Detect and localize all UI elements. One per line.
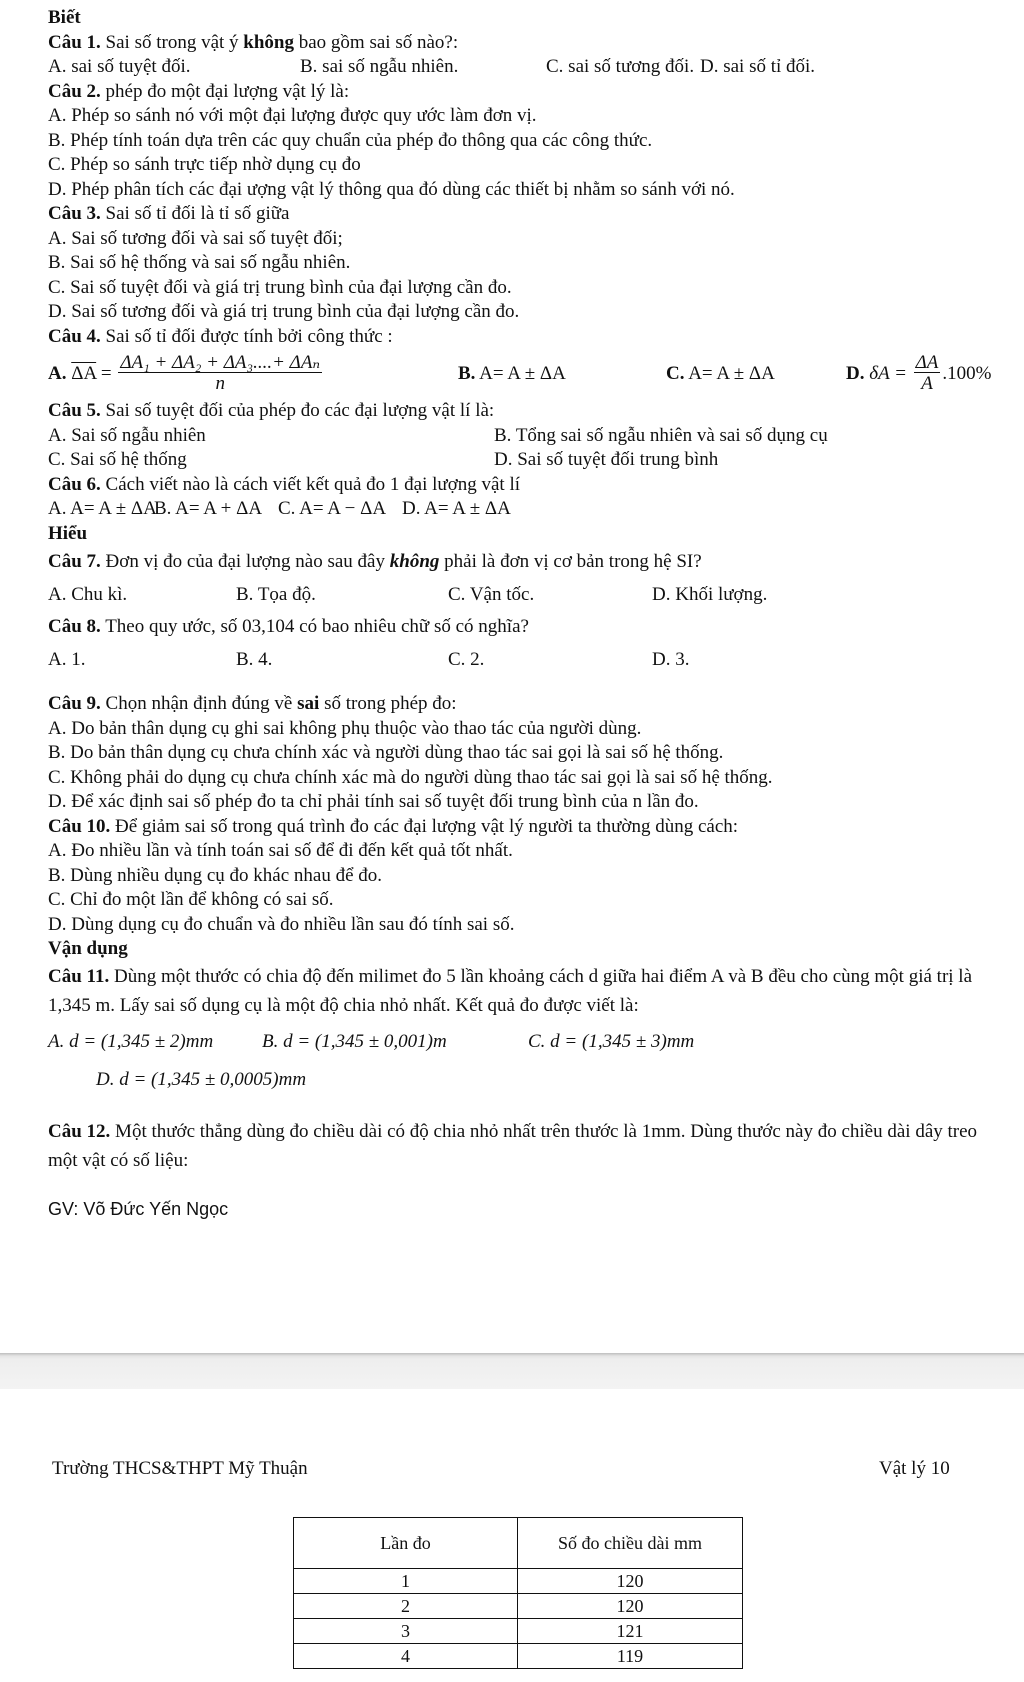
question-5-label: Câu 5. <box>48 400 101 421</box>
option-d: D. Để xác định sai số phép đo ta chỉ phải tính sai số tuyệt đối trung bình của n lần đo. <box>48 791 699 812</box>
question-11-label: Câu 11. <box>48 965 110 987</box>
question-4 <box>48 325 1008 350</box>
option-c: C. Sai số hệ thống <box>48 449 187 470</box>
table-cell: 119 <box>518 1644 743 1669</box>
option-a: A. Phép so sánh nó với một đại lượng được quy ước làm đơn vị. <box>48 105 537 126</box>
subject-name: Vật lý 10 <box>879 1458 950 1479</box>
table-cell: 1 <box>294 1569 518 1594</box>
question-7-label: Câu 7. <box>48 551 101 572</box>
question-12-label: Câu 12. <box>48 1120 111 1142</box>
question-7-bold: không <box>389 551 440 572</box>
question-6-options <box>48 497 1008 522</box>
option-d: D. Phép phân tích các đại ượng vật lý thông qua đó dùng các thiết bị nhằm so sánh với nó. <box>48 178 735 200</box>
question-7-text-a: Đơn vị đo của đại lượng nào sau đây <box>100 551 390 572</box>
option-b: B. sai số ngẫu nhiên. <box>300 56 459 77</box>
teacher-name: GV: Võ Đức Yến Ngọc <box>48 1198 229 1219</box>
question-2-label: Câu 2. <box>48 80 101 102</box>
question-4-text: Sai số tỉ đối được tính bởi công thức : <box>100 325 393 347</box>
option-a-fraction <box>118 351 322 395</box>
option-b <box>458 362 666 387</box>
option-d-label: D. <box>846 362 865 384</box>
question-6 <box>48 473 1008 498</box>
option-a-numerator: ΔA₁ + ΔA₂ + ΔA₃....+ ΔAₙ <box>120 351 321 373</box>
question-9-text-a: Chọn nhận định đúng về <box>100 693 298 714</box>
option-b: B. Dùng nhiều dụng cụ đo khác nhau để đo. <box>48 864 383 886</box>
option-b: B. Tổng sai số ngẫu nhiên và sai số dụng cụ <box>494 424 828 446</box>
table-cell: 2 <box>294 1594 518 1619</box>
question-7-text-b: phải là đơn vị cơ bản trong hệ SI? <box>439 551 702 572</box>
table-cell: 120 <box>518 1594 743 1619</box>
table-row <box>294 1569 743 1594</box>
option-d: D. Dùng dụng cụ đo chuẩn và đo nhiều lần sau đó tính sai số. <box>48 913 515 935</box>
table-row <box>294 1644 743 1669</box>
question-5 <box>48 399 1008 424</box>
table-cell: 4 <box>294 1644 518 1669</box>
option-a-denominator: n <box>215 372 225 394</box>
option-b: B. Do bản thân dụng cụ chưa chính xác và người dùng thao tác sai gọi là sai số hệ thống. <box>48 742 724 763</box>
question-4-options <box>48 349 1008 399</box>
option-d: D. 3. <box>652 648 690 670</box>
question-8-text: Theo quy ước, số 03,104 có bao nhiêu chữ số có nghĩa? <box>100 616 529 637</box>
question-8-options <box>48 648 1008 673</box>
table-cell: 121 <box>518 1619 743 1644</box>
option-a: A. Do bản thân dụng cụ ghi sai không phụ thuộc vào thao tác của người dùng. <box>48 717 642 739</box>
page-one-content <box>48 6 1008 1221</box>
option-a: A. Chu kì. <box>48 583 128 605</box>
question-10-label: Câu 10. <box>48 815 111 837</box>
question-1 <box>48 31 1008 56</box>
question-5-options-row-1 <box>48 424 1008 449</box>
option-b: B. d = (1,345 ± 0,001)m <box>262 1030 447 1052</box>
question-7-options <box>48 583 1008 608</box>
spacer <box>48 1093 1008 1109</box>
option-a: A. Đo nhiều lần và tính toán sai số để đi đến kết quả tốt nhất. <box>48 840 513 861</box>
question-5-text: Sai số tuyệt đối của phép đo các đại lượng vật lí là: <box>100 400 495 421</box>
question-9-label: Câu 9. <box>48 693 101 714</box>
option-c: C. A= A − ΔA <box>278 498 387 519</box>
question-10-text: Để giảm sai số trong quá trình đo các đại lượng vật lý người ta thường dùng cách: <box>110 815 739 837</box>
option-c: C. sai số tương đối. <box>546 56 695 77</box>
question-4-label: Câu 4. <box>48 325 101 347</box>
option-c: C. Vận tốc. <box>448 583 535 605</box>
option-c-formula: A= A ± ΔA <box>688 362 775 384</box>
question-2-text: phép đo một đại lượng vật lý là: <box>100 80 350 102</box>
question-2 <box>48 80 1008 105</box>
section-heading-hieu: Hiểu <box>48 522 88 544</box>
option-d-tail: .100% <box>942 362 992 384</box>
question-11 <box>48 962 998 1020</box>
section-heading-biet: Biết <box>48 7 81 28</box>
option-b: B. Tọa độ. <box>236 583 316 605</box>
option-b: B. Phép tính toán dựa trên các quy chuẩn của phép đo thông qua các công thức. <box>48 129 653 151</box>
question-9 <box>48 692 1008 717</box>
section-heading-van-dung: Vận dụng <box>48 938 128 959</box>
option-d: D. d = (1,345 ± 0,0005)mm <box>96 1069 307 1090</box>
question-9-text-b: số trong phép đo: <box>319 693 457 714</box>
option-d: D. A= A ± ΔA <box>402 498 511 519</box>
option-c <box>666 362 846 387</box>
option-a: A. d = (1,345 ± 2)mm <box>48 1030 214 1052</box>
option-d-denominator: A <box>921 372 933 394</box>
question-1-options <box>48 55 1008 80</box>
question-6-text: Cách viết nào là cách viết kết quả đo 1 đại lượng vật lí <box>100 473 521 495</box>
spacer <box>48 672 1008 688</box>
option-a: A. Sai số tương đối và sai số tuyệt đối; <box>48 227 343 249</box>
table-header-so-do: Số đo chiều dài mm <box>518 1518 743 1569</box>
table-row <box>294 1594 743 1619</box>
question-12 <box>48 1117 998 1175</box>
option-d: D. Khối lượng. <box>652 583 768 605</box>
option-c: C. d = (1,345 ± 3)mm <box>528 1030 695 1052</box>
question-1-text-b: bao gồm sai số nào?: <box>294 31 459 53</box>
question-8 <box>48 615 1008 640</box>
option-d-numerator: ΔA <box>915 351 939 373</box>
option-a-label: A. <box>48 362 67 384</box>
question-3-label: Câu 3. <box>48 203 101 224</box>
option-a: A. 1. <box>48 648 86 670</box>
option-d-fraction <box>914 351 941 395</box>
page-separator <box>0 1353 1024 1389</box>
option-a: A. sai số tuyệt đối. <box>48 56 191 77</box>
option-d-lhs: δA = <box>869 362 907 384</box>
option-d: D. Sai số tuyệt đối trung bình <box>494 449 719 470</box>
option-c: C. 2. <box>448 648 485 670</box>
question-8-label: Câu 8. <box>48 616 101 637</box>
question-12-text: Một thước thẳng dùng đo chiều dài có độ chia nhỏ nhất trên thước là 1mm. Dùng thước này đo chiều dài dây treo một vật có số liệu: <box>48 1120 978 1171</box>
table-cell: 3 <box>294 1619 518 1644</box>
option-c: C. Sai số tuyệt đối và giá trị trung bình của đại lượng cần đo. <box>48 276 512 298</box>
question-9-bold: sai <box>297 693 320 714</box>
question-10 <box>48 815 1008 840</box>
option-c: C. Chỉ đo một lần để không có sai số. <box>48 889 334 910</box>
table-header-lan-do: Lần đo <box>294 1518 518 1569</box>
option-a: A. A= A ± ΔA <box>48 498 157 519</box>
question-6-label: Câu 6. <box>48 473 101 495</box>
question-3 <box>48 202 1008 227</box>
option-b: B. 4. <box>236 648 273 670</box>
measurement-table <box>293 1517 743 1669</box>
option-a: A. Sai số ngẫu nhiên <box>48 424 206 446</box>
school-name: Trường THCS&THPT Mỹ Thuận <box>52 1458 308 1479</box>
option-d: D. Sai số tương đối và giá trị trung bình của đại lượng cần đo. <box>48 301 520 322</box>
table-cell: 120 <box>518 1569 743 1594</box>
question-1-bold: không <box>243 31 294 53</box>
option-c: C. Không phải do dụng cụ chưa chính xác mà do người dùng thao tác sai gọi là sai số hệ thống. <box>48 766 773 788</box>
question-1-text-a: Sai số trong vật ý <box>100 31 244 53</box>
question-5-options-row-2 <box>48 448 1008 473</box>
question-7 <box>48 550 1008 575</box>
question-1-label: Câu 1. <box>48 31 101 53</box>
option-c-label: C. <box>666 362 685 384</box>
table-row <box>294 1619 743 1644</box>
table-header-row <box>294 1518 743 1569</box>
option-b: B. Sai số hệ thống và sai số ngẫu nhiên. <box>48 252 351 273</box>
page-two-content <box>0 1389 1024 1682</box>
question-11-options <box>48 1030 1008 1055</box>
option-b-label: B. <box>458 362 476 384</box>
question-3-text: Sai số tỉ đối là tỉ số giữa <box>100 203 290 224</box>
option-a-lhs: $\overline{\Delta A}$ <box>71 362 97 384</box>
option-a: A. $\overline{\Delta A}$ = $\frac{\text{ΔA₁ + ΔA₂ + ΔA₃....+ ΔAₙ}}{n}$ <box>48 351 321 394</box>
option-d <box>846 351 992 395</box>
option-b: B. A= A + ΔA <box>154 498 263 519</box>
option-d: D. sai số tỉ đối. <box>700 56 816 77</box>
question-11-text: Dùng một thước có chia độ đến milimet đo 5 lần khoảng cách d giữa hai điểm A và B đều cho cùng một giá trị là 1,345 m. Lấy sai số dụng cụ là một độ chia nhỏ nhất. Kết quả đo được viết là: <box>48 965 973 1016</box>
option-c: C. Phép so sánh trực tiếp nhờ dụng cụ đo <box>48 154 361 175</box>
option-b-formula: A= A ± ΔA <box>479 362 566 384</box>
